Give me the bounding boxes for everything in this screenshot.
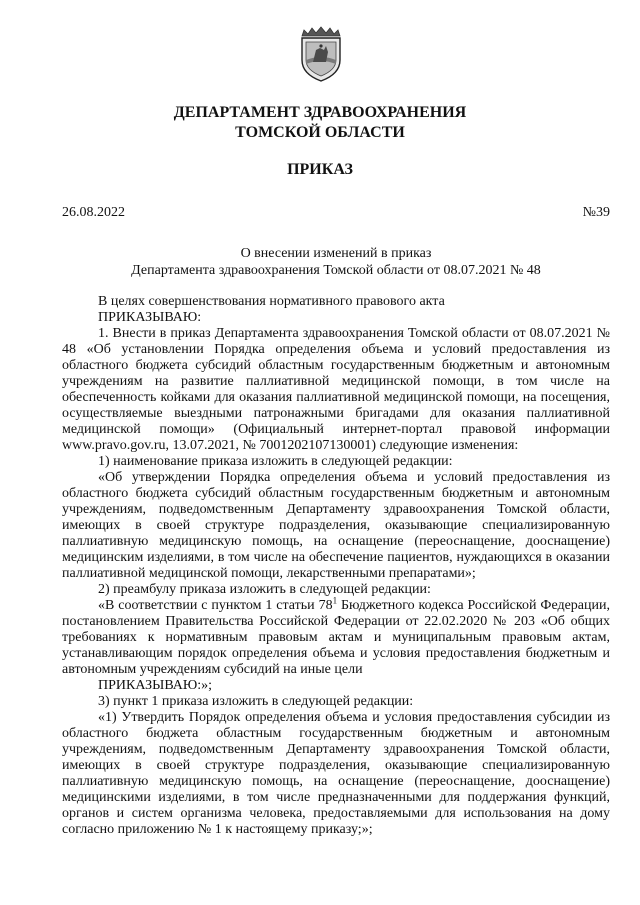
- new-preamble-part-b: Бюджетного кодекса Российской Федерации, постановлением Правительства Российской Федерации от 22.02.2020 № 203 «Об общих требованиях к нормативным правовым актам и муниципальным правовым актам, устанавливающим порядок определения объема и условия предоставления бюджетным и автономным учреждениям субсидий на иные цели: [62, 598, 611, 677]
- document-subject: [62, 245, 610, 279]
- article-superscript: 1: [332, 595, 338, 606]
- paragraph-order-word: ПРИКАЗЫВАЮ:: [98, 310, 202, 325]
- organization-name-line1: ДЕПАРТАМЕНТ ЗДРАВООХРАНЕНИЯ: [173, 104, 467, 121]
- new-preamble-part-a: «В соответствии с пунктом 1 статьи 78: [98, 598, 333, 613]
- paragraph-subitem-1: 1) наименование приказа изложить в следующей редакции:: [98, 454, 453, 469]
- paragraph-new-preamble: [62, 595, 611, 678]
- paragraph-order-word-quoted: ПРИКАЗЫВАЮ:»;: [98, 678, 213, 693]
- tomsk-region-coat-of-arms-icon: [298, 26, 344, 82]
- organization-name: [0, 103, 640, 143]
- subject-line2: Департамента здравоохранения Томской области от 08.07.2021 № 48: [131, 263, 541, 278]
- paragraph-subitem-3: 3) пункт 1 приказа изложить в следующей редакции:: [98, 694, 414, 709]
- organization-name-line2: ТОМСКОЙ ОБЛАСТИ: [235, 124, 405, 141]
- paragraph-preamble: В целях совершенствования нормативного правового акта: [98, 294, 445, 309]
- paragraph-new-item-1: «1) Утвердить Порядок определения объема и условия предоставления субсидии из областного бюджета областным государственным бюджетным и автономным учреждениям, подведомственным Департаменту здравоохранения Томской области, имеющих в своей структуре подразделения, оказывающие специализированную паллиативную медицинскую помощь, на оснащение (переоснащение, дооснащение) медицинскими изделиями, в том числе предназначенными для поддержания функций, органов и систем организма человека, предоставляемыми для использования на дому согласно приложению № 1 к настоящему приказу;»;: [62, 710, 610, 837]
- paragraph-item-1: 1. Внести в приказ Департамента здравоохранения Томской области от 08.07.2021 № 48 «Об установлении Порядка определения объема и условий предоставления из областного бюджета субсидий областным государственным бюджетным и автономным учреждениям на развитие паллиативной медицинской помощи, в том числе на обеспеченность койками для оказания паллиативной медицинской помощи, на посещения, осуществляемые выездными патронажными бригадами для оказания паллиативной медицинской помощи» (Официальный интернет-портал правовой информации www.pravo.gov.ru, 13.07.2021, № 7001202107130001) следующие изменения:: [62, 326, 610, 453]
- document-type: ПРИКАЗ: [287, 161, 353, 178]
- paragraph-subitem-2: 2) преамбулу приказа изложить в следующей редакции:: [98, 582, 431, 597]
- document-number: №39: [582, 205, 610, 220]
- document-date: 26.08.2022: [62, 205, 125, 220]
- document-body: [62, 294, 610, 838]
- paragraph-new-title: «Об утверждении Порядка определения объема и условий предоставления из областного бюджета субсидий областным государственным бюджетным и автономным учреждениям, подведомственным Департаменту здравоохранения Томской области, имеющих в своей структуре подразделения, оказывающие специализированную паллиативную медицинскую помощь, на оснащение (переоснащение, дооснащение) медицинским изделиями, в том числе на обеспечение пациентов, нуждающихся в оказании паллиативной медицинской помощи, лекарственными препаратами»;: [62, 470, 610, 581]
- subject-line1: О внесении изменений в приказ: [240, 246, 432, 261]
